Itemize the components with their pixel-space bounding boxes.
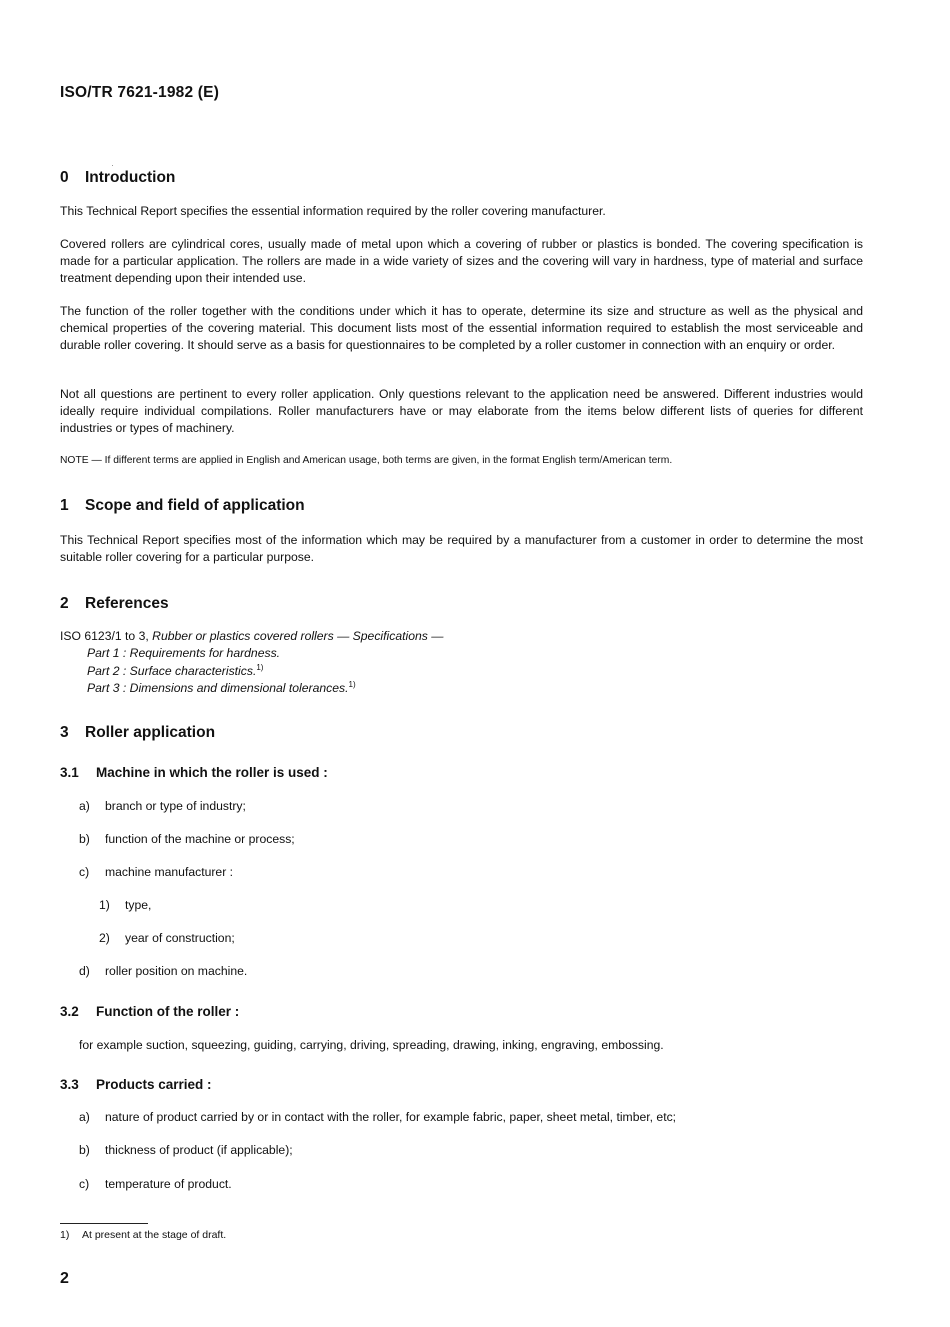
list-label: a) [79,1110,90,1124]
section-title: Roller application [85,724,216,741]
function-examples: for example suction, squeezing, guiding, carrying, driving, spreading, drawing, inking, engraving, embossing. [79,1038,664,1052]
section-heading-references [60,595,169,613]
sublist-item [99,931,235,945]
section-heading-scope [60,497,305,515]
footnote-label: 1) [60,1229,70,1241]
reference-part-3 [87,680,356,695]
reference-entry [60,629,443,643]
list-item [79,832,295,846]
section-title: Scope and field of application [85,497,305,514]
subsection-number: 3.1 [60,765,79,780]
list-item [79,1143,293,1157]
section-number: 1 [60,497,69,514]
list-item [79,1110,676,1124]
reference-number: ISO 6123/1 to 3, [60,629,153,643]
list-label: b) [79,1143,90,1157]
list-text: thickness of product (if applicable); [105,1143,293,1157]
list-label: c) [79,1177,90,1191]
list-label: 1) [99,898,110,912]
list-text: temperature of product. [105,1177,232,1191]
reference-part-text: Part 3 : Dimensions and dimensional tolerances. [87,681,349,695]
list-text: function of the machine or process; [105,832,295,846]
section-number: 0 [60,169,69,186]
reference-part-1 [87,646,280,660]
list-item [79,865,233,879]
list-item [79,799,246,813]
footnote-mark: 1) [256,663,264,672]
list-text: nature of product carried by or in contact with the roller, for example fabric, paper, sheet metal, timber, etc; [105,1110,677,1124]
intro-note: NOTE — If different terms are applied in English and American usage, both terms are given, in the format English term/American term. [60,455,673,466]
speck [112,165,113,166]
reference-part-text: Part 2 : Surface characteristics. [87,664,257,678]
section-title: References [85,595,169,612]
footnote [60,1229,226,1241]
list-item [79,964,247,978]
section-heading-introduction [60,169,175,187]
section-number: 3 [60,724,69,741]
subsection-title: Products carried : [96,1077,212,1092]
subsection-title: Machine in which the roller is used : [96,765,328,780]
footnote-text: At present at the stage of draft. [82,1229,227,1241]
footnote-mark: 1) [348,680,356,689]
intro-paragraph-4: Not all questions are pertinent to every roller application. Only questions relevant to the application need be answered. Different industries would ideally require individual compilations. Roller manufacturers have or may elaborate from the items below different lists of queries for different industries or types of machinery. [60,387,863,435]
section-number: 2 [60,595,69,612]
list-text: branch or type of industry; [105,799,246,813]
reference-part-text: Part 1 : Requirements for hardness. [87,646,281,660]
list-text: machine manufacturer : [105,865,234,879]
list-item [79,1177,232,1191]
list-text: year of construction; [125,931,235,945]
sublist-item [99,898,151,912]
intro-paragraph-2: Covered rollers are cylindrical cores, usually made of metal upon which a covering of rubber or plastics is bonded. The covering specification is made for a particular application. The rollers are made in a wide variety of sizes and the covering will vary in hardness, type of material and surface treatment depending upon their intended use. [60,237,863,285]
page-number: 2 [60,1270,69,1287]
list-text: type, [125,898,152,912]
list-text: roller position on machine. [105,964,248,978]
subsection-heading-3-1 [60,765,328,780]
list-label: c) [79,865,90,879]
list-label: a) [79,799,90,813]
intro-paragraph-3: The function of the roller together with the conditions under which it has to operate, determine its size and structure as well as the physical and chemical properties of the covering material. This document lists most of the essential information required to establish the most serviceable and durable roller covering. It should serve as a basis for questionnaires to be completed by a roller customer in connection with an enquiry or order. [60,304,863,352]
subsection-title: Function of the roller : [96,1004,240,1019]
section-heading-roller-application [60,724,215,742]
intro-paragraph-1: This Technical Report specifies the essential information required by the roller covering manufacturer. [60,204,606,218]
subsection-heading-3-3 [60,1077,212,1092]
list-label: 2) [99,931,110,945]
list-label: b) [79,832,90,846]
subsection-number: 3.2 [60,1004,79,1019]
reference-part-2 [87,663,263,678]
subsection-heading-3-2 [60,1004,239,1019]
subsection-number: 3.3 [60,1077,79,1092]
footnote-rule [60,1223,148,1224]
list-label: d) [79,964,90,978]
scope-paragraph: This Technical Report specifies most of the information which may be required by a manufacturer from a customer in order to determine the most suitable roller covering for a particular purpose. [60,533,863,564]
reference-title: Rubber or plastics covered rollers — Specifications — [152,629,444,643]
document-id: ISO/TR 7621-1982 (E) [60,84,220,101]
section-title: Introduction [85,169,176,186]
